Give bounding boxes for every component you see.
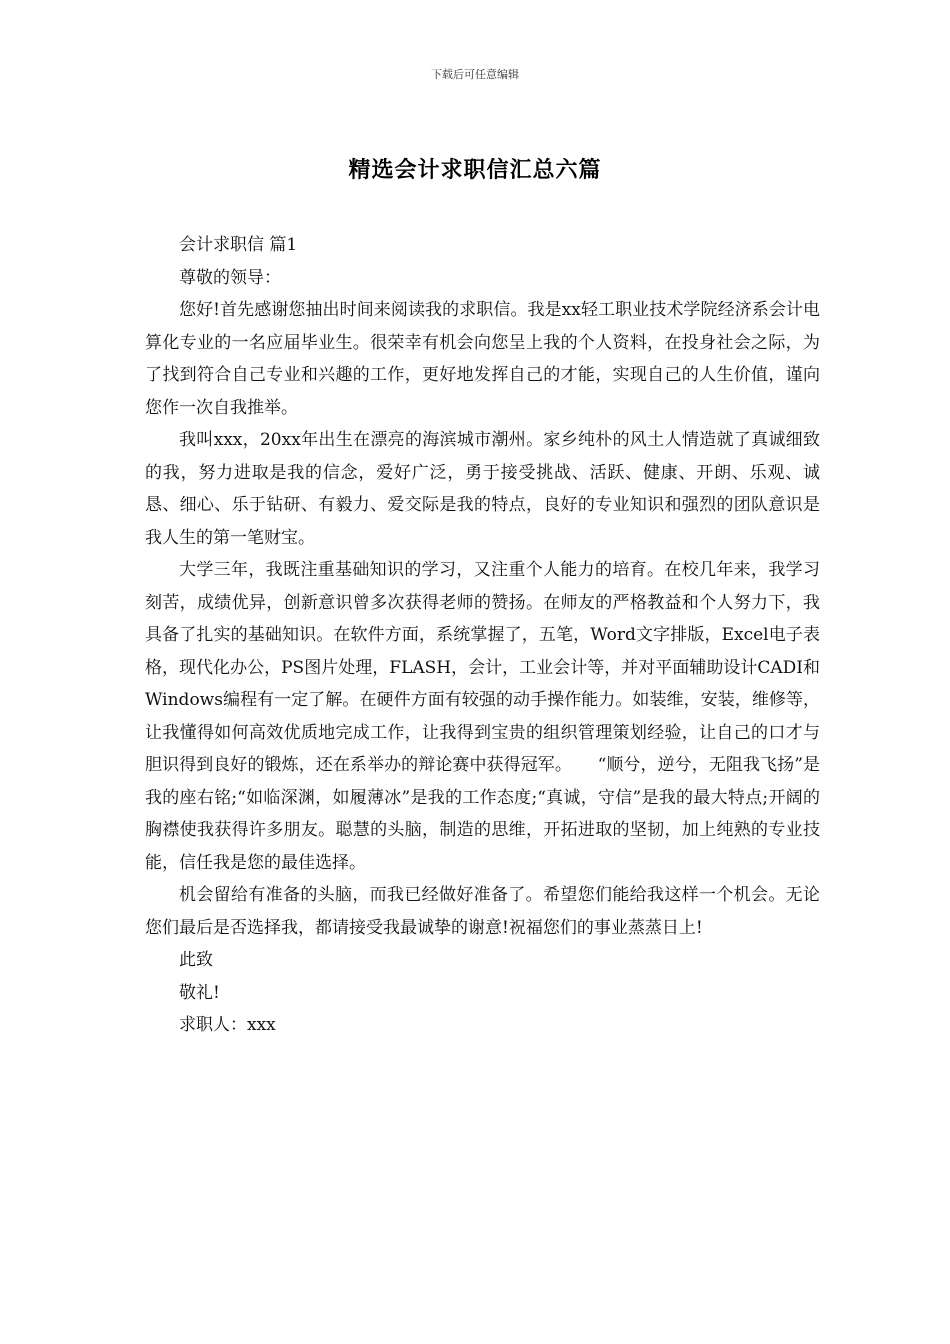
header-note: 下载后可任意编辑 [431,68,519,81]
salutation: 尊敬的领导： [179,267,281,288]
paragraph-education: 大学三年，我既注重基础知识的学习，又注重个人能力的培育。在校几年来，我学习刻苦，成绩优异，创新意识曾多次获得老师的赞扬。在师友的严格教益和个人努力下，我具备了扎实的基础知识。在软件方面，系统掌握了，五笔，Word文字排版，Excel电子表格，现代化办公，PS图片处理，FLASH，会计，工业会计等，并对平面辅助设计CADI和Windows编程有一定了解。在硬件方面有较强的动手操作能力。如装维，安装，维修等，让我懂得如何高效优质地完成工作，让我得到宝贵的组织管理策划经验，让自己的口才与胆识得到良好的锻炼，还在系举办的辩论赛中获得冠军。 “顺兮，逆兮，无阻我飞扬”是我的座右铭;“如临深渊，如履薄冰”是我的工作态度;“真诚，守信”是我的最大特点;开阔的胸襟使我获得许多朋友。聪慧的头脑，制造的思维，开拓进取的坚韧，加上纯熟的专业技能，信任我是您的最佳选择。 [145,560,820,873]
paragraph-intro: 您好!首先感谢您抽出时间来阅读我的求职信。我是xx轻工职业技术学院经济系会计电算化专业的一名应届毕业生。很荣幸有机会向您呈上我的个人资料，在投身社会之际，为了找到符合自己专业和兴趣的工作，更好地发挥自己的才能，实现自己的人生价值，谨向您作一次自我推举。 [145,300,820,418]
paragraph-background: 我叫xxx，20xx年出生在漂亮的海滨城市潮州。家乡纯朴的风土人情造就了真诚细致的我，努力进取是我的信念，爱好广泛，勇于接受挑战、活跃、健康、开朗、乐观、诚恳、细心、乐于钻研、有毅力、爱交际是我的特点，良好的专业知识和强烈的团队意识是我人生的第一笔财宝。 [145,430,820,548]
paragraph-conclusion: 机会留给有准备的头脑，而我已经做好准备了。希望您们能给我这样一个机会。无论您们最后是否选择我，都请接受我最诚挚的谢意!祝福您们的事业蒸蒸日上! [145,885,820,938]
letter-body [145,229,820,1042]
closing-line-1: 此致 [179,950,213,970]
closing-line-2: 敬礼! [179,982,220,1003]
section-heading: 会计求职信 篇1 [179,235,298,255]
document-title: 精选会计求职信汇总六篇 [348,157,602,183]
signature: 求职人：xxx [179,1015,276,1035]
